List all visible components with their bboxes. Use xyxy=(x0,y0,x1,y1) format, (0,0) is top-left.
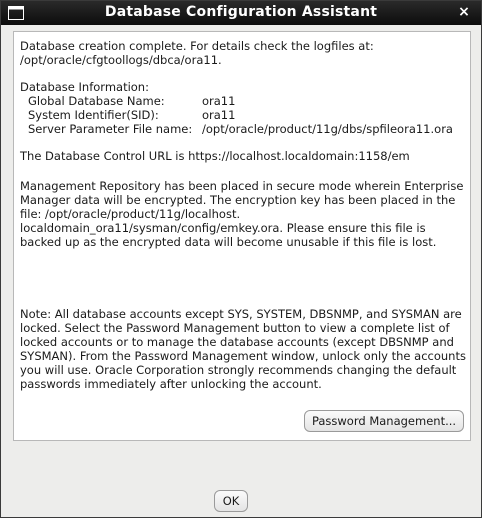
window-title: Database Configuration Assistant xyxy=(104,4,378,20)
spfile-value: /opt/oracle/product/11g/dbs/spfileora11.ora xyxy=(202,122,453,136)
note-text-line: locked. Select the Password Management button to view a complete list of xyxy=(20,321,450,335)
password-management-button[interactable]: Password Management... xyxy=(304,410,464,432)
title-bar[interactable] xyxy=(1,1,481,25)
repository-text-line: file: /opt/oracle/product/11g/localhost. xyxy=(20,207,241,221)
note-text-line: passwords immediately after unlocking the account. xyxy=(20,377,322,391)
message-panel xyxy=(13,31,471,441)
global-db-name-label: Global Database Name: xyxy=(28,94,165,108)
ok-button[interactable]: OK xyxy=(214,490,248,512)
note-text-line: you will use. Oracle Corporation strongly recommends changing the default xyxy=(20,363,457,377)
logfile-path: /opt/oracle/cfgtoollogs/dbca/ora11. xyxy=(20,53,222,67)
sid-value: ora11 xyxy=(202,108,236,122)
repository-text-line: backed up as the encrypted data will become unusable if this file is lost. xyxy=(20,235,437,249)
sid-label: System Identifier(SID): xyxy=(28,108,159,122)
repository-text-line: Management Repository has been placed in secure mode wherein Enterprise xyxy=(20,179,464,193)
note-text-line: Note: All database accounts except SYS, SYSTEM, DBSNMP, and SYSMAN are xyxy=(20,307,462,321)
repository-text-line: Manager data will be encrypted. The encryption key has been placed in the xyxy=(20,193,456,207)
repository-text-line: localdomain_ora11/sysman/config/emkey.ora. Please ensure this file is xyxy=(20,221,426,235)
control-url-text: The Database Control URL is https://localhost.localdomain:1158/em xyxy=(20,149,410,163)
info-heading: Database Information: xyxy=(20,80,149,94)
note-text-line: locked accounts or to manage the database accounts (except DBSNMP and xyxy=(20,335,454,349)
global-db-name-value: ora11 xyxy=(202,94,236,108)
close-icon[interactable]: × xyxy=(458,4,470,20)
note-text-line: SYSMAN). From the Password Management window, unlock only the accounts xyxy=(20,349,466,363)
spfile-label: Server Parameter File name: xyxy=(28,122,193,136)
completion-text: Database creation complete. For details check the logfiles at: xyxy=(20,39,374,53)
